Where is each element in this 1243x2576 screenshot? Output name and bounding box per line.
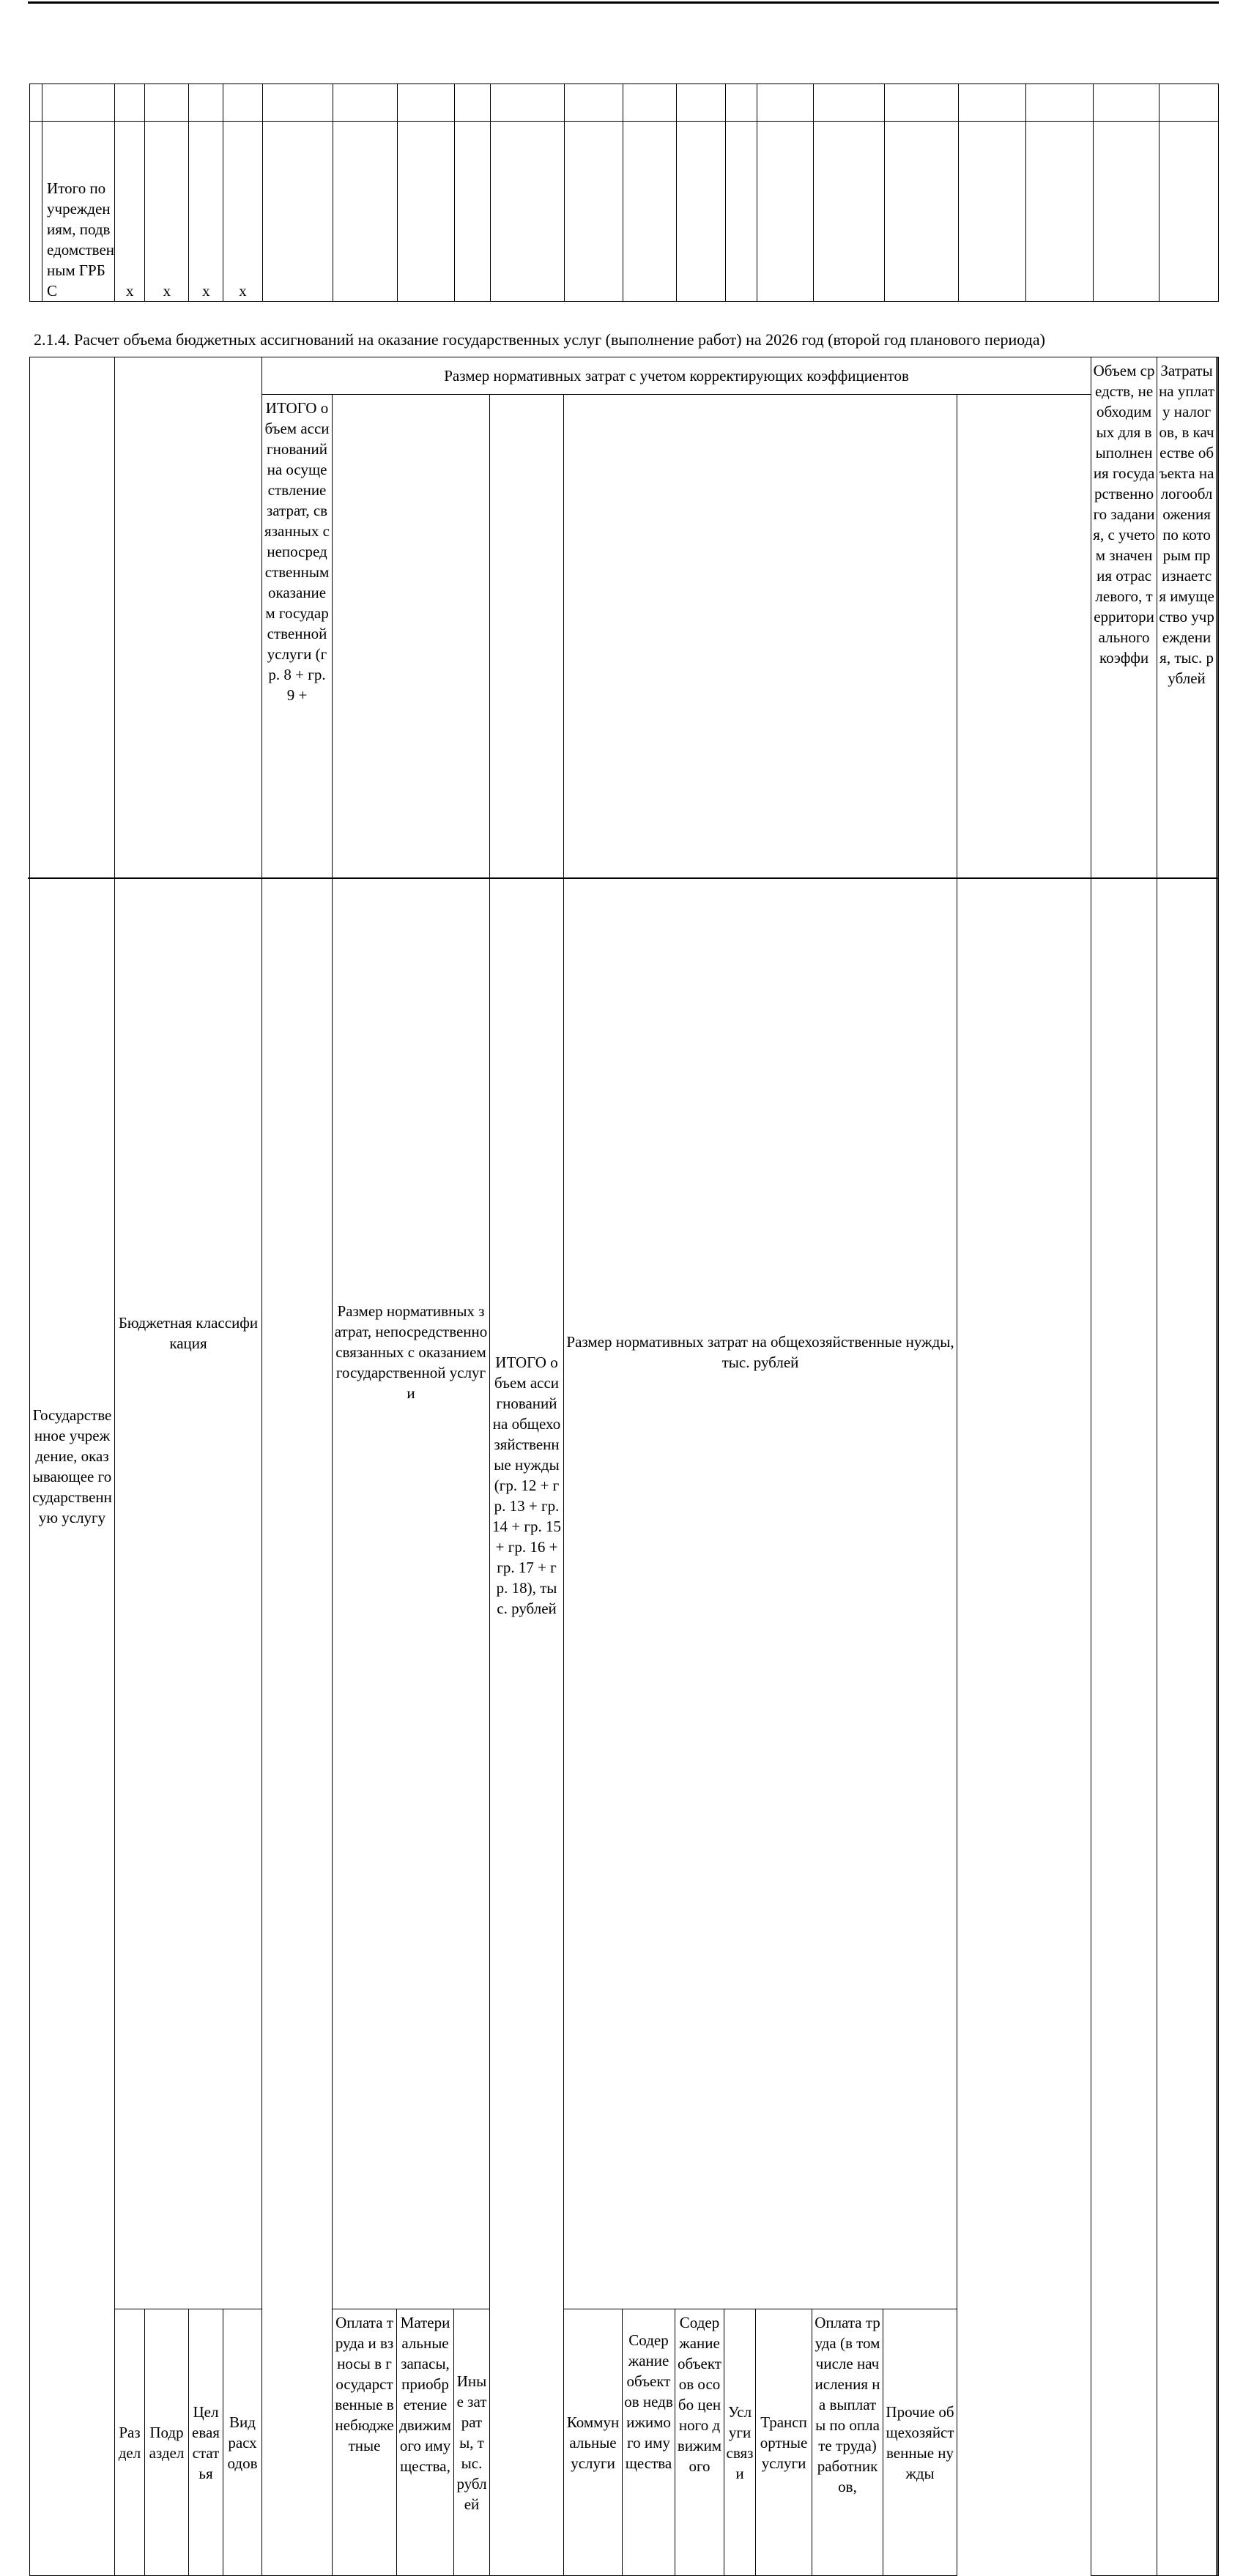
vid-raskhodov-header: Вид расходов [223, 2309, 262, 2576]
top-rule [28, 1, 1219, 4]
general-costs-header: Размер нормативных затрат на общехозяйственные нужды, тыс. рублей [564, 395, 957, 2309]
direct-costs-header: Размер нормативных затрат, непосредственно связанных с оказанием государственной услуги [333, 395, 490, 2309]
x-mark: x [145, 122, 189, 302]
institution-header: Государственное учреждение, оказывающее государственную услугу [30, 357, 115, 2576]
budget-calculation-table [29, 357, 1219, 2576]
gen-communication-header: Услуги связи [724, 2309, 756, 2576]
funds-volume-header: Объем средств, необходимых для выполнения государственного задания, с учетом значения отраслевого, территориального коэффи [1091, 357, 1157, 2576]
x-mark: x [223, 122, 262, 302]
tax-costs-header: Затраты на уплату налогов, в качестве объекта налогообложения по которым признается имущество учреждения, тыс. рублей [1157, 357, 1217, 2576]
x-mark: x [189, 122, 223, 302]
section-title: 2.1.4. Расчет объема бюджетных ассигнований на оказание государственных услуг (выполнение работ) на 2026 год (второй год планового периода) [34, 330, 1045, 349]
budget-classification-header: Бюджетная классификация [115, 357, 262, 2309]
direct-other-header: Иные затраты, тыс. рублей [454, 2309, 490, 2576]
gen-communal-header: Коммунальные услуги [564, 2309, 623, 2576]
direct-materials-header: Материальные запасы, приобретение движимого имущества, [397, 2309, 454, 2576]
gen-labor-header: Оплата труда (в том числе начисления на выплаты по оплате труда) работников, [812, 2309, 883, 2576]
bottom-rule [28, 877, 1219, 879]
gen-movable-header: Содержание объектов особо ценного движимого [675, 2309, 724, 2576]
itogo-general-header: ИТОГО объем ассигнований на общехозяйственные нужды (гр. 12 + гр. 13 + гр. 14 + гр. 15 + гр. 16 + гр. 17 + гр. 18), тыс. рублей [490, 395, 564, 2576]
gen-other-header: Прочие общехозяйственные нужды [883, 2309, 957, 2576]
podrazdel-header: Подраздел [145, 2309, 189, 2576]
razdel-header: Раздел [115, 2309, 145, 2576]
gen-transport-header: Транспортные услуги [756, 2309, 812, 2576]
tselevaya-statya-header: Целевая статья [189, 2309, 223, 2576]
x-mark: x [115, 122, 145, 302]
normative-costs-header: Размер нормативных затрат с учетом корректирующих коэффициентов [262, 357, 1091, 395]
totals-table [29, 83, 1219, 302]
gen-realty-header: Содержание объектов недвижимого имущества [623, 2309, 675, 2576]
totals-label: Итого по учреждениям, подведомственным ГРБС [42, 122, 115, 302]
itogo-direct-header: ИТОГО объем ассигнований на осуществление затрат, связанных с непосредственным оказанием государственной услуги (гр. 8 + гр. 9 + [262, 395, 333, 2576]
reference-income-header [1217, 357, 1218, 2576]
direct-labor-header: Оплата труда и взносы в государственные внебюджетные [333, 2309, 397, 2576]
